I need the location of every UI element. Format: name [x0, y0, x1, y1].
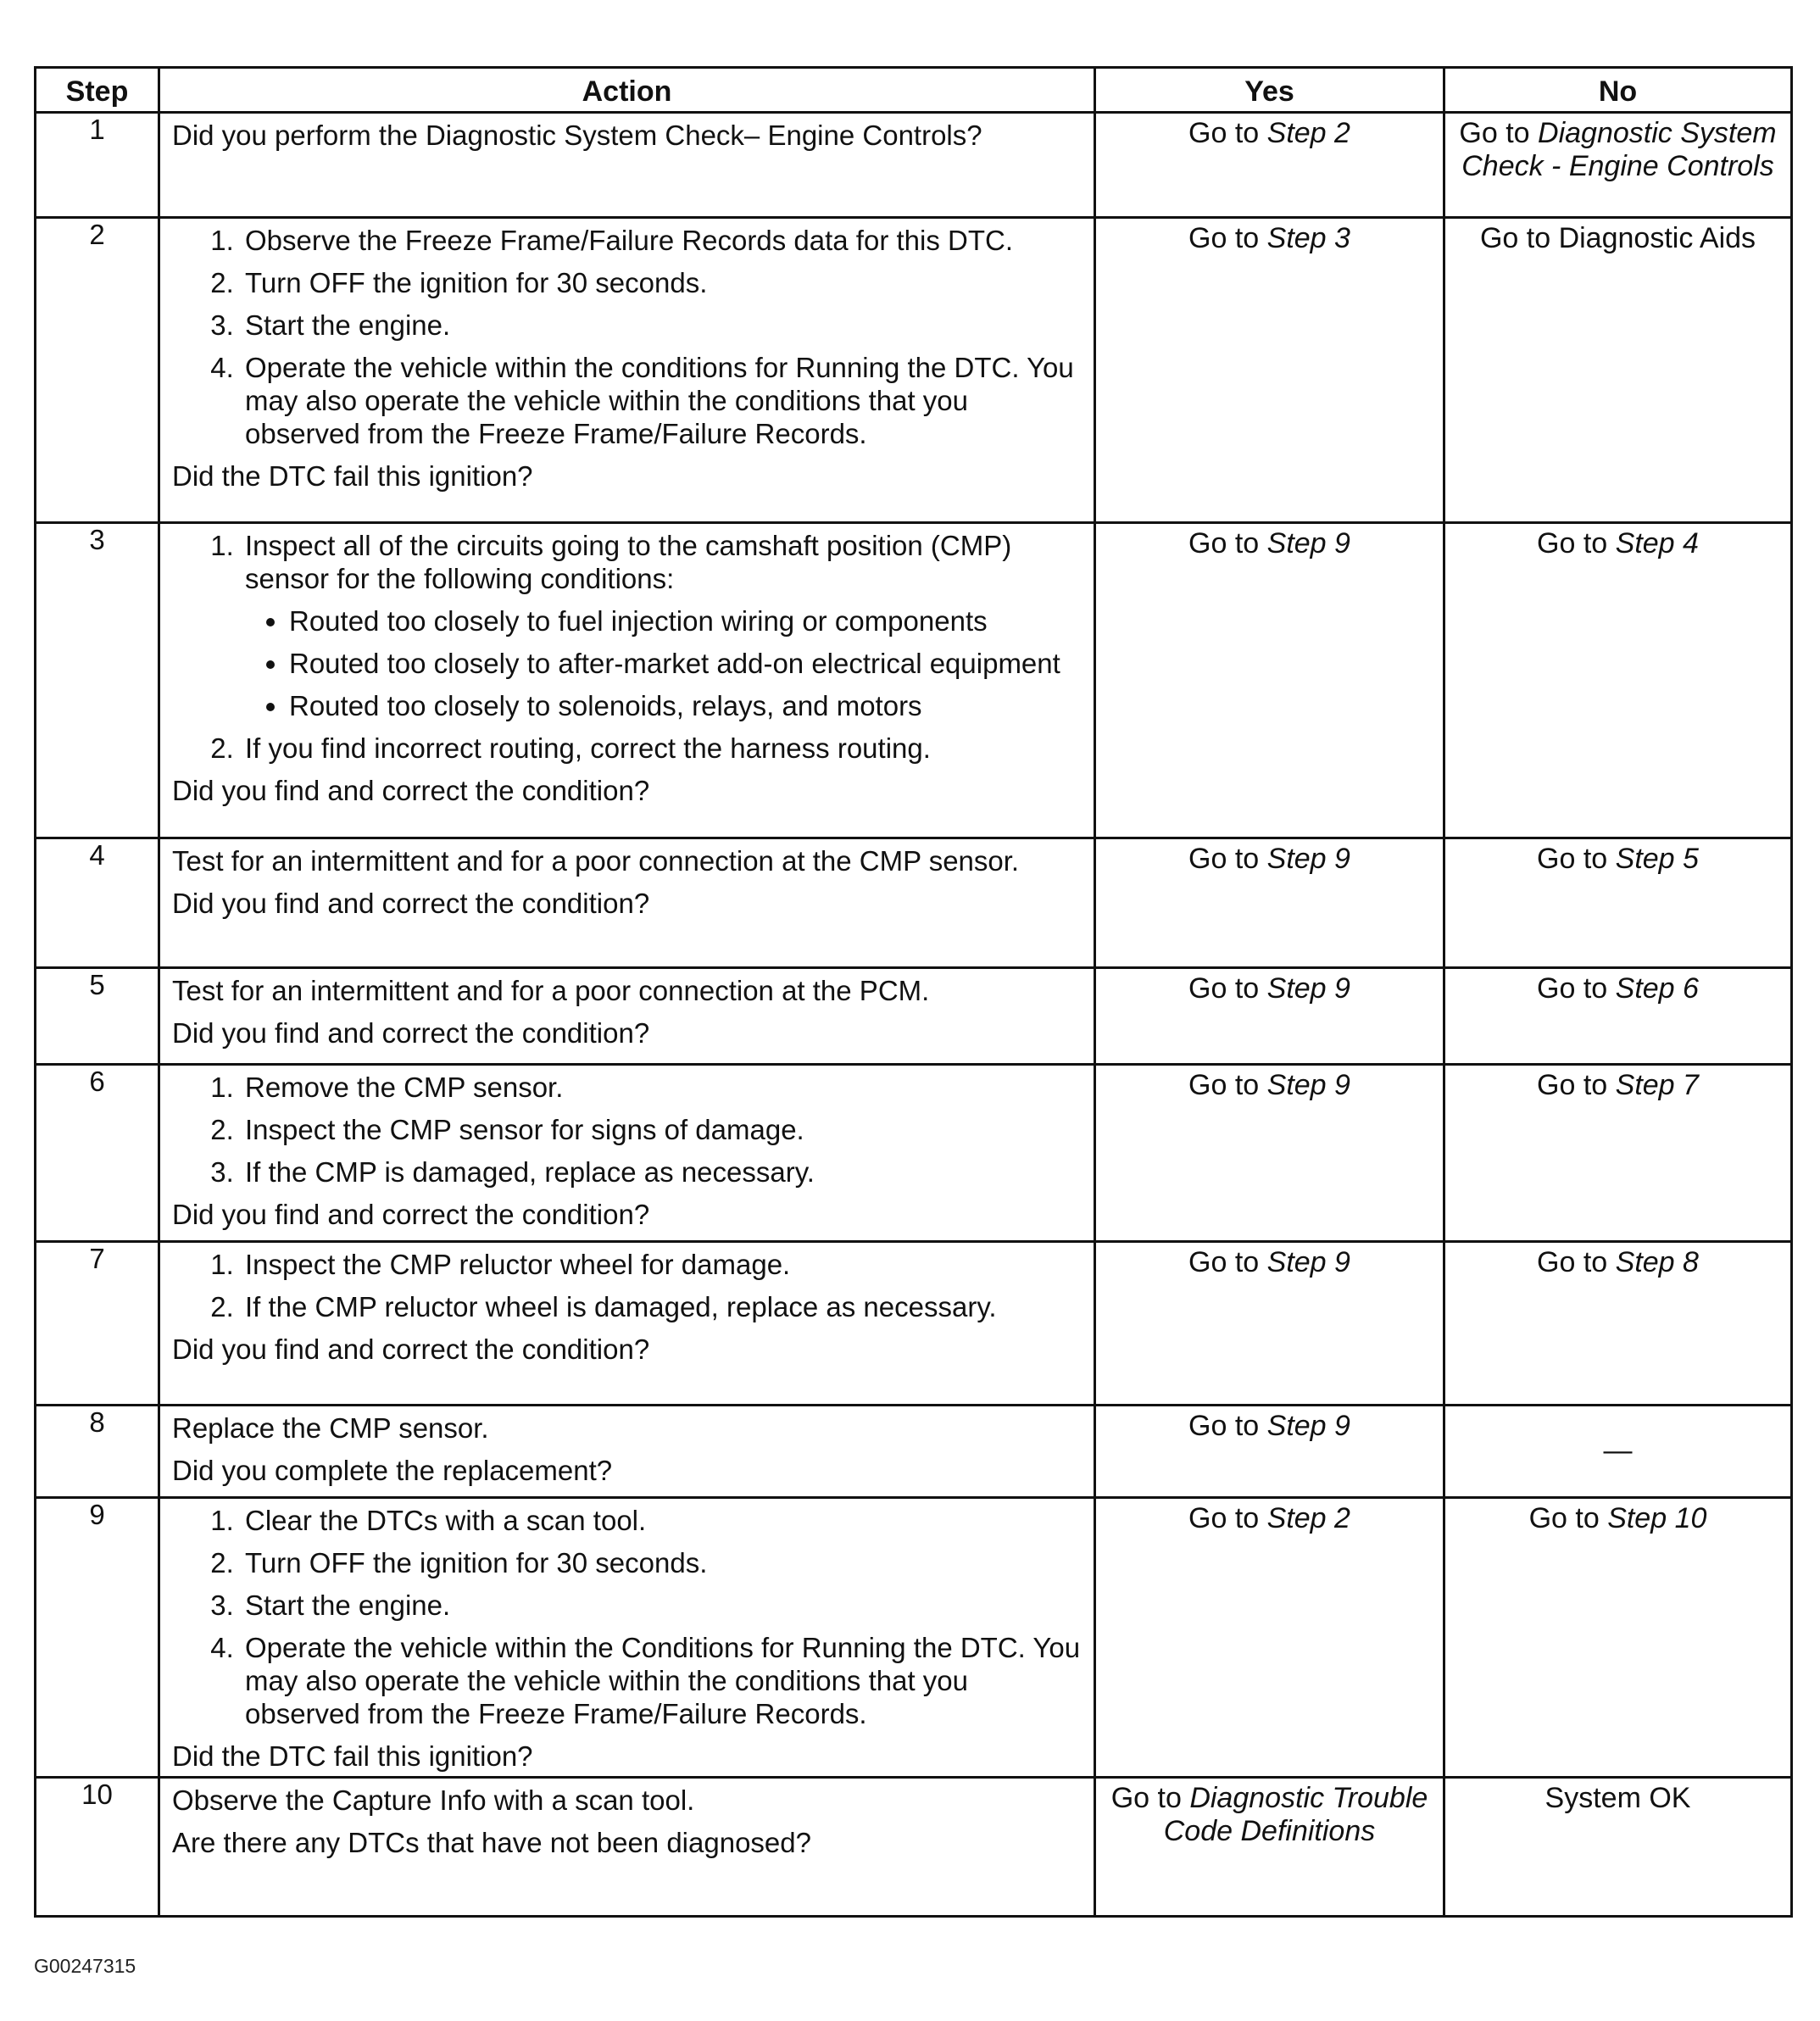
action-cell: [159, 1242, 1095, 1406]
action-question: Did you find and correct the condition?: [172, 888, 650, 919]
yes-target: Step 9: [1266, 527, 1350, 560]
procedure-item: 2. If you find incorrect routing, correct the harness routing.: [242, 732, 1082, 765]
table-row: [36, 113, 1792, 218]
table-row: [36, 1065, 1792, 1242]
yes-prefix: Go to: [1188, 1246, 1267, 1278]
no-cell: [1444, 113, 1792, 218]
step-number: 1: [36, 113, 159, 218]
procedure-item: 2. Turn OFF the ignition for 30 seconds.: [242, 1546, 1082, 1579]
procedure-item: 4. Operate the vehicle within the Conditions for Running the DTC. You may also operate the vehicle within the conditions that you observed from the Freeze Frame/Failure Records.: [242, 1631, 1082, 1730]
action-question: Are there any DTCs that have not been diagnosed?: [172, 1827, 811, 1858]
step-number: 4: [36, 838, 159, 968]
action-question: Did you perform the Diagnostic System Check– Engine Controls?: [172, 120, 982, 151]
no-cell: [1444, 1406, 1792, 1498]
no-prefix: Go to: [1537, 527, 1616, 560]
action-cell: [159, 968, 1095, 1065]
no-cell: [1444, 838, 1792, 968]
no-target: Step 7: [1615, 1069, 1699, 1101]
procedure-item: 1. Observe the Freeze Frame/Failure Records data for this DTC.: [242, 224, 1082, 257]
yes-cell: [1095, 1065, 1444, 1242]
step-number: 8: [36, 1406, 159, 1498]
action-question: Did you find and correct the condition?: [172, 775, 650, 806]
procedure-item: 2. Inspect the CMP sensor for signs of damage.: [242, 1113, 1082, 1146]
yes-prefix: Go to: [1188, 843, 1267, 875]
yes-target: Step 3: [1266, 222, 1350, 254]
step-number: 5: [36, 968, 159, 1065]
procedure-item: 1. Inspect the CMP reluctor wheel for damage.: [242, 1248, 1082, 1281]
table-row: [36, 838, 1792, 968]
no-cell: [1444, 1498, 1792, 1778]
procedure-list: [172, 529, 1082, 765]
no-target: Step 8: [1615, 1246, 1699, 1278]
no-prefix: Go to: [1459, 117, 1539, 149]
yes-target: Step 9: [1266, 1410, 1350, 1442]
yes-cell: [1095, 968, 1444, 1065]
yes-prefix: Go to: [1188, 1410, 1267, 1442]
table-row: [36, 1406, 1792, 1498]
yes-cell: [1095, 1778, 1444, 1917]
action-text: Test for an intermittent and for a poor connection at the PCM.: [172, 975, 930, 1006]
no-cell: [1444, 523, 1792, 838]
action-header: Action: [159, 68, 1095, 113]
procedure-item: 3. Start the engine.: [242, 309, 1082, 342]
yes-header: Yes: [1095, 68, 1444, 113]
yes-target: Step 9: [1266, 843, 1350, 875]
procedure-list: [172, 224, 1082, 450]
yes-prefix: Go to: [1188, 1502, 1267, 1534]
no-target: Step 6: [1615, 972, 1699, 1005]
header-row: [36, 68, 1792, 113]
no-cell: [1444, 968, 1792, 1065]
procedure-item: 3. Start the engine.: [242, 1589, 1082, 1622]
no-prefix: Go to: [1537, 1069, 1616, 1101]
yes-prefix: Go to: [1188, 527, 1267, 560]
no-target: Step 4: [1615, 527, 1699, 560]
action-question: Did you find and correct the condition?: [172, 1333, 650, 1365]
action-cell: [159, 1778, 1095, 1917]
table-row: [36, 968, 1792, 1065]
procedure-item: 2. If the CMP reluctor wheel is damaged, replace as necessary.: [242, 1290, 1082, 1323]
action-question: Did the DTC fail this ignition?: [172, 460, 533, 492]
procedure-item: 3. If the CMP is damaged, replace as necessary.: [242, 1155, 1082, 1189]
no-target: Step 5: [1615, 843, 1699, 875]
yes-target: Step 2: [1266, 117, 1350, 149]
no-cell: Go to Diagnostic Aids: [1444, 218, 1792, 523]
action-text: Test for an intermittent and for a poor connection at the CMP sensor.: [172, 845, 1020, 877]
no-header: No: [1444, 68, 1792, 113]
yes-cell: [1095, 1498, 1444, 1778]
figure-id: G00247315: [34, 1955, 136, 1977]
yes-target: Step 9: [1266, 972, 1350, 1005]
action-cell: [159, 1406, 1095, 1498]
table-row: [36, 1778, 1792, 1917]
yes-target: Step 9: [1266, 1246, 1350, 1278]
yes-prefix: Go to: [1110, 1782, 1190, 1814]
action-question: Did you find and correct the condition?: [172, 1199, 650, 1230]
yes-prefix: Go to: [1188, 117, 1267, 149]
action-text: Replace the CMP sensor.: [172, 1412, 489, 1444]
no-cell: System OK: [1444, 1778, 1792, 1917]
action-cell: [159, 838, 1095, 968]
yes-target: Diagnostic Trouble Code Definitions: [1163, 1782, 1428, 1847]
action-question: Did you find and correct the condition?: [172, 1017, 650, 1049]
step-number: 7: [36, 1242, 159, 1406]
yes-cell: [1095, 523, 1444, 838]
no-cell: [1444, 1242, 1792, 1406]
yes-target: Step 9: [1266, 1069, 1350, 1101]
yes-cell: [1095, 1406, 1444, 1498]
action-cell: [159, 218, 1095, 523]
step-number: 9: [36, 1498, 159, 1778]
step-number: 2: [36, 218, 159, 523]
action-question: Did you complete the replacement?: [172, 1455, 613, 1486]
yes-prefix: Go to: [1188, 972, 1267, 1005]
yes-target: Step 2: [1266, 1502, 1350, 1534]
action-cell: [159, 523, 1095, 838]
procedure-list: [172, 1071, 1082, 1189]
table-row: [36, 1242, 1792, 1406]
no-prefix: Go to: [1537, 1246, 1616, 1278]
action-cell: [159, 1498, 1095, 1778]
no-prefix: Go to: [1528, 1502, 1608, 1534]
action-cell: [159, 113, 1095, 218]
no-cell: [1444, 1065, 1792, 1242]
condition-item: • Routed too closely to solenoids, relays, and motors: [289, 689, 1082, 722]
yes-cell: [1095, 113, 1444, 218]
table-row: [36, 218, 1792, 523]
yes-prefix: Go to: [1188, 222, 1267, 254]
procedure-item: 2. Turn OFF the ignition for 30 seconds.: [242, 266, 1082, 299]
procedure-item-text: Inspect all of the circuits going to the camshaft position (CMP) sensor for the following conditions:: [245, 530, 1012, 594]
condition-item: • Routed too closely to fuel injection wiring or components: [289, 604, 1082, 637]
procedure-list: [172, 1504, 1082, 1730]
no-dash: —: [1603, 1434, 1633, 1467]
no-target: Diagnostic System Check - Engine Controls: [1461, 117, 1777, 182]
table-row: [36, 1498, 1792, 1778]
step-number: 6: [36, 1065, 159, 1242]
yes-cell: [1095, 218, 1444, 523]
procedure-item: 1. Clear the DTCs with a scan tool.: [242, 1504, 1082, 1537]
action-cell: [159, 1065, 1095, 1242]
condition-item: • Routed too closely to after-market add-on electrical equipment: [289, 647, 1082, 680]
procedure-item: 4. Operate the vehicle within the conditions for Running the DTC. You may also operate the vehicle within the conditions that you observed from the Freeze Frame/Failure Records.: [242, 351, 1082, 450]
no-target: Step 10: [1607, 1502, 1707, 1534]
yes-cell: [1095, 838, 1444, 968]
step-number: 10: [36, 1778, 159, 1917]
no-prefix: Go to: [1537, 972, 1616, 1005]
procedure-item: [242, 529, 1082, 722]
action-text: Observe the Capture Info with a scan tool.: [172, 1784, 695, 1816]
yes-prefix: Go to: [1188, 1069, 1267, 1101]
table-row: [36, 523, 1792, 838]
condition-list: [245, 604, 1082, 722]
step-number: 3: [36, 523, 159, 838]
procedure-item: 1. Remove the CMP sensor.: [242, 1071, 1082, 1104]
procedure-list: [172, 1248, 1082, 1323]
action-question: Did the DTC fail this ignition?: [172, 1740, 533, 1772]
diagnostic-table: [34, 66, 1793, 1918]
step-header: Step: [36, 68, 159, 113]
no-prefix: Go to: [1537, 843, 1616, 875]
yes-cell: [1095, 1242, 1444, 1406]
